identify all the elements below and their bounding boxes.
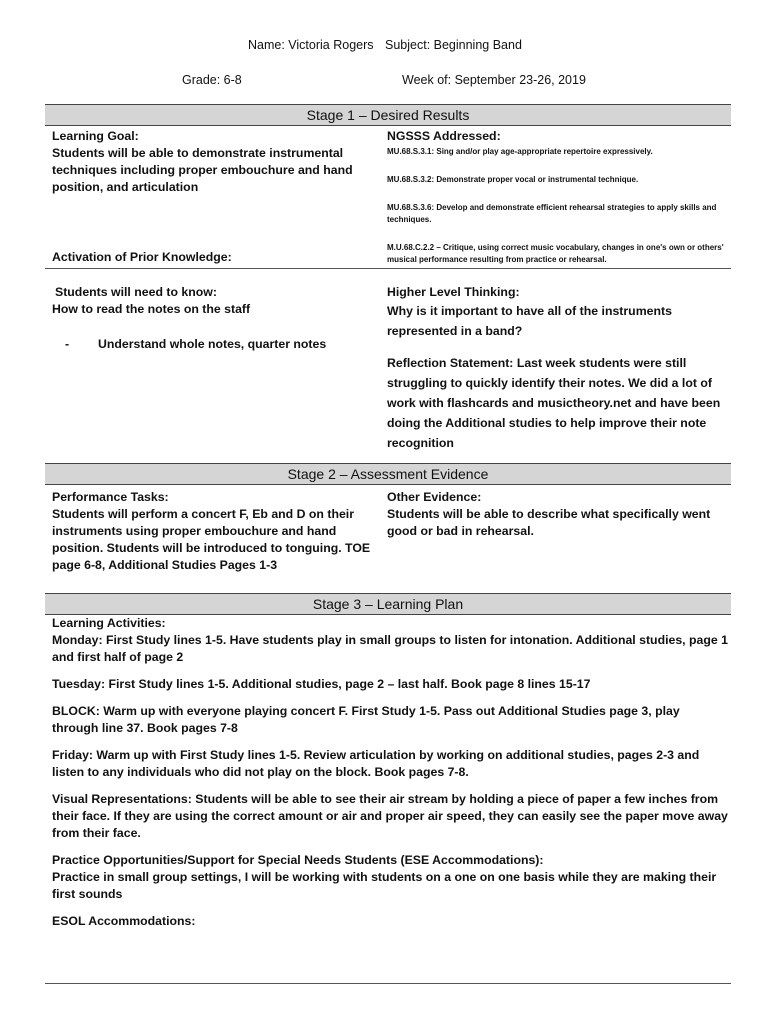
ngsss-label: NGSSS Addressed:	[387, 129, 501, 143]
bullet-text: Understand whole notes, quarter notes	[98, 337, 327, 351]
other-evidence-label: Other Evidence:	[387, 490, 482, 504]
activities-label: Learning Activities:	[52, 616, 166, 630]
week-line: Week of: September 23-26, 2019	[402, 73, 586, 87]
need-to-know-label: Students will need to know:	[55, 285, 217, 299]
performance-label: Performance Tasks:	[52, 490, 169, 504]
divider	[45, 268, 731, 269]
block-plan: BLOCK: Warm up with everyone playing concert F. First Study 1-5. Pass out Additional Studies page 3, play through line 37. Book pages 7-8	[52, 704, 680, 735]
name-line: Name: Victoria Rogers	[248, 38, 374, 52]
learning-goal-label: Learning Goal:	[52, 129, 139, 143]
tuesday-plan: Tuesday: First Study lines 1-5. Additional studies, page 2 – last half. Book page 8 lines 15-17	[52, 677, 591, 691]
ngsss-section	[387, 128, 727, 266]
learning-goal-text: Students will be able to demonstrate instrumental techniques including proper embouchure and hand position, and articulation	[52, 146, 353, 194]
performance-text: Students will perform a concert F, Eb and D on their instruments using proper embouchure and hand position. Students will be introduced to tonguing. TOE page 6-8, Additional Studies Pages 1-3	[52, 507, 371, 572]
subject-line: Subject: Beginning Band	[385, 38, 522, 52]
bottom-divider	[45, 983, 731, 984]
performance-tasks-section	[52, 489, 374, 574]
activation-label: Activation of Prior Knowledge:	[52, 250, 232, 264]
esol-label: ESOL Accommodations:	[52, 914, 196, 928]
higher-level-section	[387, 283, 727, 453]
standard-item: MU.68.S.3.1: Sing and/or play age-appropriate repertoire expressively.	[387, 147, 653, 156]
need-to-know-text: How to read the notes on the staff	[52, 302, 251, 316]
friday-plan: Friday: Warm up with First Study lines 1-5. Review articulation by working on additional studies, pages 2-3 and listen to any individuals who did not play on the block. Book pages 7-8.	[52, 748, 700, 779]
hlt-label: Higher Level Thinking:	[387, 285, 520, 299]
bullet-item	[52, 336, 362, 353]
other-evidence-text: Students will be able to describe what specifically went good or bad in rehearsal.	[387, 507, 711, 538]
stage1-header: Stage 1 – Desired Results	[45, 104, 731, 126]
practice-label: Practice Opportunities/Support for Special Needs Students (ESE Accommodations):	[52, 853, 544, 867]
standard-item: M.U.68.C.2.2 – Critique, using correct music vocabulary, changes in one's own or others' musical performance resulting from practice or rehearsal.	[387, 243, 724, 264]
standard-item: MU.68.S.3.6: Develop and demonstrate efficient rehearsal strategies to apply skills and techniques.	[387, 203, 717, 224]
grade-line: Grade: 6-8	[182, 73, 242, 87]
monday-plan: Monday: First Study lines 1-5. Have students play in small groups to listen for intonation. Additional studies, page 1 and first half of page 2	[52, 633, 728, 664]
stage2-header: Stage 2 – Assessment Evidence	[45, 463, 731, 485]
reflection-text: Reflection Statement: Last week students were still struggling to quickly identify their notes. We did a lot of work with flashcards and musictheory.net and have been doing the Additional studies to help improve their note recognition	[387, 356, 721, 450]
other-evidence-section	[387, 489, 727, 540]
stage3-header: Stage 3 – Learning Plan	[45, 593, 731, 615]
learning-goal-section	[52, 128, 362, 196]
standard-item: MU.68.S.3.2: Demonstrate proper vocal or instrumental technique.	[387, 175, 639, 184]
bullet-dash: -	[64, 337, 70, 351]
visual-representations: Visual Representations: Students will be able to see their air stream by holding a piece of paper a few inches from their face. If they are using the correct amount or air and proper air speed, they can easily see the paper move away from their face.	[52, 792, 728, 840]
hlt-text: Why is it important to have all of the instruments represented in a band?	[387, 304, 672, 338]
practice-text: Practice in small group settings, I will be working with students on a one on one basis while they are making their first sounds	[52, 870, 717, 901]
learning-plan-section	[52, 615, 728, 930]
prior-knowledge-section	[52, 284, 362, 353]
